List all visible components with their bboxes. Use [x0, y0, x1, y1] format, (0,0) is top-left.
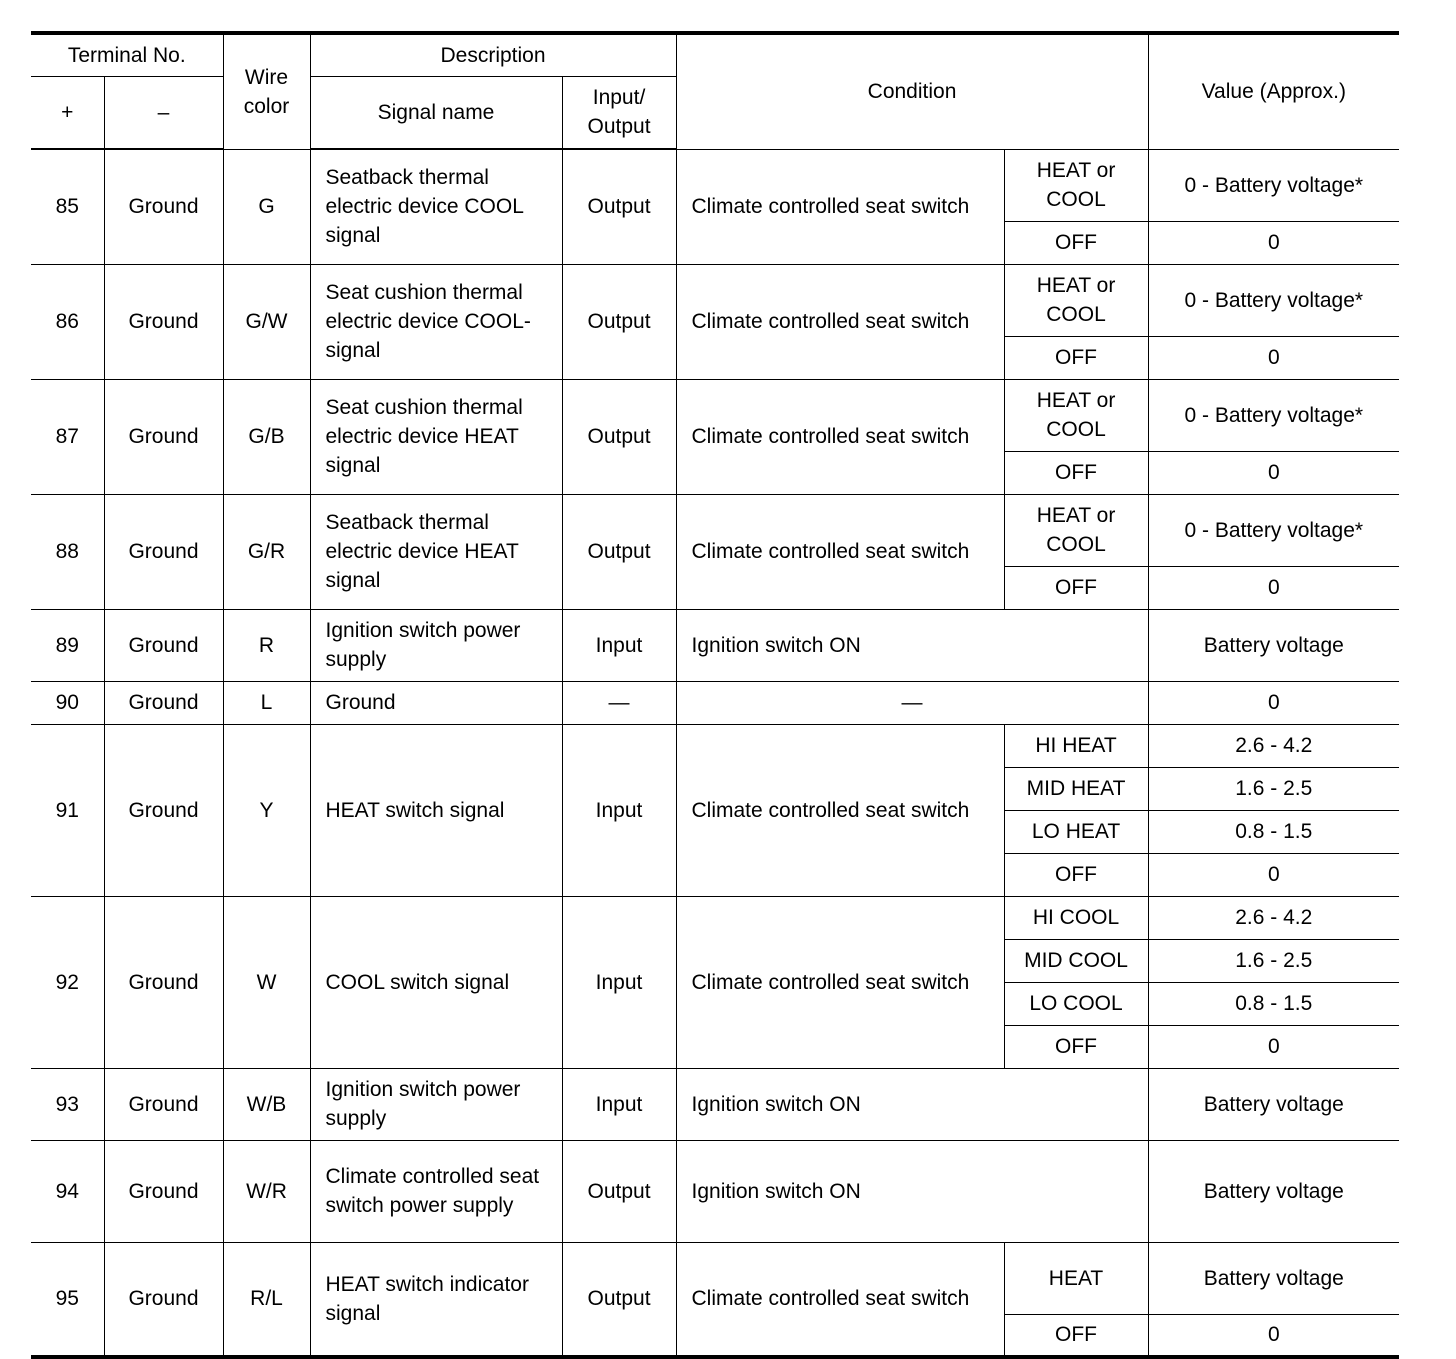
value: 0	[1148, 853, 1399, 896]
value: 1.6 - 2.5	[1148, 939, 1399, 982]
header-terminal-no: Terminal No.	[31, 33, 223, 76]
condition: Ignition switch ON	[676, 609, 1148, 681]
wire-color: W/B	[223, 1068, 310, 1140]
terminal-plus: 86	[31, 264, 104, 379]
value: 0	[1148, 1025, 1399, 1068]
signal-name: Climate controlled seat switch power supply	[310, 1140, 562, 1242]
signal-name: Ignition switch power supply	[310, 609, 562, 681]
condition-state: OFF	[1004, 336, 1148, 379]
signal-name: Ground	[310, 681, 562, 724]
value: 0 - Battery voltage*	[1148, 264, 1399, 336]
wire-color: Y	[223, 724, 310, 896]
header-signal-name: Signal name	[310, 76, 562, 149]
condition-state: HI HEAT	[1004, 724, 1148, 767]
header-value: Value (Approx.)	[1148, 33, 1399, 149]
wire-color: R/L	[223, 1242, 310, 1357]
table-row	[31, 149, 1399, 221]
condition-state: HEAT or COOL	[1004, 379, 1148, 451]
condition: Ignition switch ON	[676, 1068, 1148, 1140]
terminal-plus: 92	[31, 896, 104, 1068]
table-row	[31, 1140, 1399, 1242]
terminal-minus: Ground	[104, 264, 223, 379]
wire-color: G/B	[223, 379, 310, 494]
condition: Climate controlled seat switch	[676, 724, 1004, 896]
table-row	[31, 896, 1399, 939]
table-row	[31, 264, 1399, 336]
condition-state: OFF	[1004, 1025, 1148, 1068]
condition-state: MID HEAT	[1004, 767, 1148, 810]
condition-state: OFF	[1004, 451, 1148, 494]
input-output: Output	[562, 379, 676, 494]
table-row	[31, 1242, 1399, 1314]
condition-state: HEAT or COOL	[1004, 494, 1148, 566]
value: 0	[1148, 336, 1399, 379]
condition-state: LO HEAT	[1004, 810, 1148, 853]
terminal-minus: Ground	[104, 1140, 223, 1242]
header-description: Description	[310, 33, 676, 76]
terminal-plus: 91	[31, 724, 104, 896]
value: 0.8 - 1.5	[1148, 982, 1399, 1025]
value: Battery voltage	[1148, 609, 1399, 681]
wire-color: G/W	[223, 264, 310, 379]
table-row	[31, 379, 1399, 451]
value: 0	[1148, 1314, 1399, 1357]
value: 0 - Battery voltage*	[1148, 379, 1399, 451]
input-output: Output	[562, 1140, 676, 1242]
table-row	[31, 1068, 1399, 1140]
value: 0	[1148, 451, 1399, 494]
wire-color: W/R	[223, 1140, 310, 1242]
terminal-minus: Ground	[104, 494, 223, 609]
input-output: Input	[562, 896, 676, 1068]
signal-name: HEAT switch indicator signal	[310, 1242, 562, 1357]
condition: Climate controlled seat switch	[676, 379, 1004, 494]
table-row	[31, 681, 1399, 724]
condition: Climate controlled seat switch	[676, 264, 1004, 379]
input-output: Input	[562, 724, 676, 896]
condition: Climate controlled seat switch	[676, 896, 1004, 1068]
header-plus: +	[31, 76, 104, 149]
terminal-plus: 93	[31, 1068, 104, 1140]
condition: Ignition switch ON	[676, 1140, 1148, 1242]
signal-name: HEAT switch signal	[310, 724, 562, 896]
input-output: Input	[562, 609, 676, 681]
signal-name: Seat cushion thermal electric device COOL-signal	[310, 264, 562, 379]
value: 2.6 - 4.2	[1148, 896, 1399, 939]
value: Battery voltage	[1148, 1242, 1399, 1314]
terminal-plus: 95	[31, 1242, 104, 1357]
value: 0	[1148, 566, 1399, 609]
condition-state: LO COOL	[1004, 982, 1148, 1025]
wire-color: R	[223, 609, 310, 681]
terminal-minus: Ground	[104, 1068, 223, 1140]
signal-name: Seatback thermal electric device HEAT signal	[310, 494, 562, 609]
signal-name: Seat cushion thermal electric device HEAT signal	[310, 379, 562, 494]
terminal-minus: Ground	[104, 609, 223, 681]
terminal-minus: Ground	[104, 724, 223, 896]
signal-name: COOL switch signal	[310, 896, 562, 1068]
table-row	[31, 724, 1399, 767]
condition-state: HEAT	[1004, 1242, 1148, 1314]
value: 2.6 - 4.2	[1148, 724, 1399, 767]
signal-name: Ignition switch power supply	[310, 1068, 562, 1140]
value: 1.6 - 2.5	[1148, 767, 1399, 810]
table-header	[31, 33, 1399, 149]
value: 0	[1148, 221, 1399, 264]
condition: Climate controlled seat switch	[676, 1242, 1004, 1357]
terminal-plus: 89	[31, 609, 104, 681]
header-wire-color: Wire color	[223, 33, 310, 149]
wire-color: L	[223, 681, 310, 724]
input-output: Input	[562, 1068, 676, 1140]
condition: Climate controlled seat switch	[676, 149, 1004, 264]
condition: —	[676, 681, 1148, 724]
table-row	[31, 494, 1399, 566]
header-condition: Condition	[676, 33, 1148, 149]
wire-color: G/R	[223, 494, 310, 609]
condition-state: MID COOL	[1004, 939, 1148, 982]
input-output: Output	[562, 264, 676, 379]
value: Battery voltage	[1148, 1068, 1399, 1140]
terminal-plus: 85	[31, 149, 104, 264]
value: 0	[1148, 681, 1399, 724]
wire-color: W	[223, 896, 310, 1068]
table-body	[31, 149, 1399, 1357]
terminal-plus: 87	[31, 379, 104, 494]
condition: Climate controlled seat switch	[676, 494, 1004, 609]
terminal-minus: Ground	[104, 379, 223, 494]
value: Battery voltage	[1148, 1140, 1399, 1242]
terminal-minus: Ground	[104, 149, 223, 264]
condition-state: OFF	[1004, 1314, 1148, 1357]
condition-state: HEAT or COOL	[1004, 264, 1148, 336]
input-output: Output	[562, 1242, 676, 1357]
value: 0 - Battery voltage*	[1148, 494, 1399, 566]
input-output: —	[562, 681, 676, 724]
condition-state: HI COOL	[1004, 896, 1148, 939]
value: 0.8 - 1.5	[1148, 810, 1399, 853]
condition-state: OFF	[1004, 853, 1148, 896]
table-row	[31, 609, 1399, 681]
terminal-minus: Ground	[104, 1242, 223, 1357]
terminal-minus: Ground	[104, 896, 223, 1068]
terminal-plus: 94	[31, 1140, 104, 1242]
condition-state: OFF	[1004, 221, 1148, 264]
condition-state: HEAT or COOL	[1004, 149, 1148, 221]
input-output: Output	[562, 494, 676, 609]
header-input-output: Input/ Output	[562, 76, 676, 149]
terminal-minus: Ground	[104, 681, 223, 724]
input-output: Output	[562, 149, 676, 264]
value: 0 - Battery voltage*	[1148, 149, 1399, 221]
condition-state: OFF	[1004, 566, 1148, 609]
wire-color: G	[223, 149, 310, 264]
terminal-table	[31, 31, 1399, 1359]
signal-name: Seatback thermal electric device COOL signal	[310, 149, 562, 264]
terminal-plus: 88	[31, 494, 104, 609]
header-minus: –	[104, 76, 223, 149]
terminal-plus: 90	[31, 681, 104, 724]
